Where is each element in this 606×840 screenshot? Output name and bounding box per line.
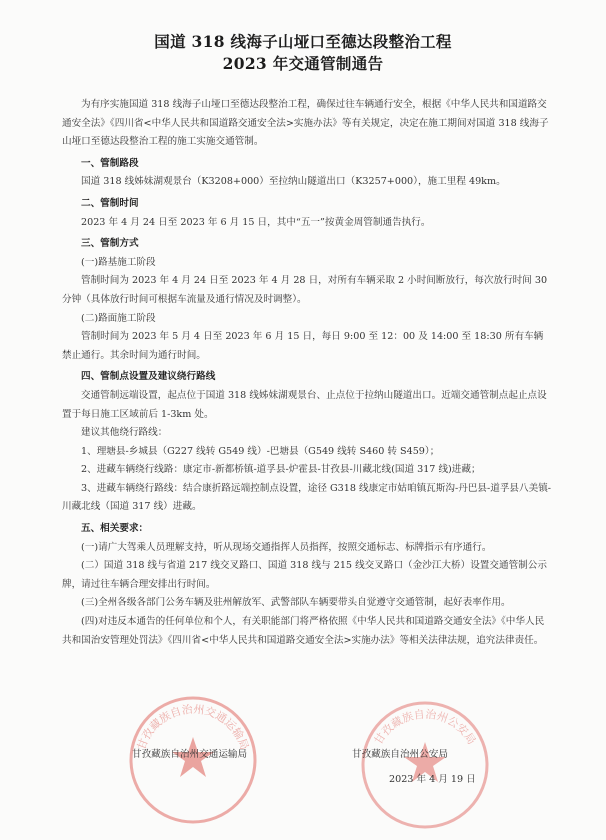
issue-date: 2023 年 4 月 19 日 <box>389 774 476 785</box>
section-heading: 一、管制路段 <box>81 157 139 169</box>
paragraph: 交通管制远端设置，起点位于国道 318 线姊妹湖观景台、止点位于拉纳山隧道出口。近端交通管制点起止点设置于每日施工区域前后 1-3km 处。 <box>62 389 547 420</box>
paragraph: (四)对违反本通告的任何单位和个人，有关职能部门将严格依照《中华人民共和国道路交通安全法》《中华人民共和国治安管理处罚法》《四川省<中华人民共和国道路交通安全法>实施办法》等相关法律法规，追究法律责任。 <box>62 616 545 646</box>
paragraph: 为有序实施国道 318 线海子山垭口至德达段整治工程，确保过往车辆通行安全，根据《中华人民共和国道路交通安全法》《四川省<中华人民共和国道路交通安全法>实施办法》等有关规定，决定在施工期间对国道 318 线海子山垭口至德达段整治工程的施工实施交通管制。 <box>62 99 549 148</box>
paragraph: (三)全州各级各部门公务车辆及驻州解放军、武警部队车辆要带头自觉遵守交通管制，起好表率作用。 <box>81 597 511 609</box>
official-seal-right <box>350 690 500 840</box>
notice-body <box>62 96 552 650</box>
svg-text:甘孜藏族自治州交通运输局: 甘孜藏族自治州交通运输局 <box>134 702 252 752</box>
svg-text:甘孜藏族自治州公安局: 甘孜藏族自治州公安局 <box>371 707 479 747</box>
title-line-1: 国道 318 线海子山垭口至德达段整治工程 <box>154 32 452 51</box>
paragraph: 管制时间为 2023 年 5 月 4 日至 2023 年 6 月 15 日，每日 9:00 至 12：00 及 14:00 至 18:30 所有车辆禁止通行。其余时间为通行时间。 <box>62 331 544 361</box>
paragraph: 2、进藏车辆绕行线路：康定市-新都桥镇-道孚县-炉霍县-甘孜县-川藏北线(国道 317 线)进藏； <box>81 464 481 476</box>
title-line-2: 2023 年交通管制通告 <box>222 54 384 73</box>
paragraph: (二)路面施工阶段 <box>81 312 156 324</box>
signature-public-security-bureau: 甘孜藏族自治州公安局 <box>352 749 448 760</box>
official-seal-left <box>118 685 268 835</box>
section-heading: 四、管制点设置及建议绕行路线 <box>81 371 216 383</box>
paragraph: (二）国道 318 线与省道 217 线交叉路口、国道 318 线与 215 线交叉路口（金沙江大桥）设置交通管制公示牌，请过往车辆合理安排出行时间。 <box>62 560 547 590</box>
paragraph: (一)路基施工阶段 <box>81 256 156 268</box>
paragraph: 管制时间为 2023 年 4 月 24 日至 2023 年 4 月 28 日，对所有车辆采取 2 小时间断放行，每次放行时间 30 分钟（具体放行时间可根据车流量及通行情况及时调整）。 <box>62 275 548 305</box>
paragraph: 国道 318 线姊妹湖观景台（K3208+000）至拉纳山隧道出口（K3257+000），施工里程 49km。 <box>81 176 506 188</box>
signature-transport-bureau: 甘孜藏族自治州交通运输局 <box>132 749 248 760</box>
section-heading: 二、管制时间 <box>81 197 139 209</box>
paragraph: 建议其他绕行路线： <box>81 427 168 439</box>
paragraph: (一)请广大驾乘人员理解支持，听从现场交通指挥人员指挥，按照交通标志、标牌指示有序通行。 <box>81 541 492 553</box>
paragraph: 2023 年 4 月 24 日至 2023 年 6 月 15 日，其中“五一”按黄金周管制通告执行。 <box>81 216 431 228</box>
paragraph: 3、进藏车辆绕行路线：结合康折路远端控制点设置，途径 G318 线康定市姑咱镇瓦斯沟-丹巴县-道孚县八美镇-川藏北线（国道 317 线）进藏。 <box>62 482 552 513</box>
paragraph: 1、理塘县-乡城县（G227 线转 G549 线）-巴塘县（G549 线转 S460 转 S459）； <box>81 445 440 457</box>
section-heading: 五、相关要求： <box>81 523 149 535</box>
section-heading: 三、管制方式 <box>81 238 139 250</box>
